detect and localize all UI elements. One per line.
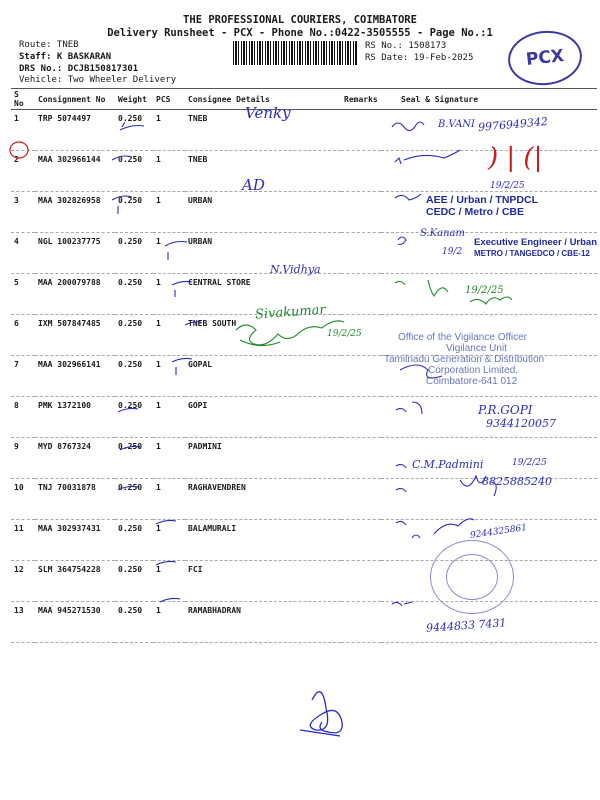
cell-pcs: 1 — [153, 356, 185, 397]
tick-row-2 — [112, 156, 132, 160]
cell-weight: 0.250 — [115, 233, 153, 274]
tick-row-8 — [118, 408, 138, 412]
signature-row-3 — [395, 194, 421, 200]
runsheet-title: Delivery Runsheet - PCX - Phone No.:0422-3505555 - Page No.:1 — [107, 27, 493, 39]
handwritten-sig-phone-1: 9976949342 — [477, 114, 549, 135]
cell-consignment-no: MAA 302966141 — [35, 356, 115, 397]
cell-sno: 6 — [11, 315, 35, 356]
signature-row-11 — [396, 519, 474, 538]
handwritten-consignee-6: Sivakumar — [254, 302, 327, 323]
cell-sno: 4 — [11, 233, 35, 274]
tick-row-13 — [160, 598, 180, 602]
col-pcs: PCS — [153, 89, 185, 110]
col-signature: Seal & Signature — [381, 89, 597, 110]
cell-weight: 0.250 — [115, 315, 153, 356]
cell-consignee: FCI — [185, 561, 341, 602]
tick-row-6 — [185, 322, 201, 325]
cell-sno: 5 — [11, 274, 35, 315]
col-sno: S No — [11, 89, 35, 110]
cell-sno: 7 — [11, 356, 35, 397]
handwritten-sig-phone-11: 9244325861 — [469, 523, 528, 541]
cell-consignment-no: NGL 100237775 — [35, 233, 115, 274]
cell-consignment-no: MYD 8767324 — [35, 438, 115, 479]
cell-consignment-no: TNJ 70031878 — [35, 479, 115, 520]
cell-pcs: 1 — [153, 438, 185, 479]
signature-row-1 — [392, 122, 424, 131]
cell-pcs: 1 — [153, 110, 185, 151]
cell-pcs: 1 — [153, 561, 185, 602]
cell-weight: 0.250 — [115, 561, 153, 602]
cell-sno: 8 — [11, 397, 35, 438]
cell-weight: 0.250 — [115, 151, 153, 192]
cell-pcs: 1 — [153, 192, 185, 233]
cell-pcs: 1 — [153, 315, 185, 356]
cell-pcs: 1 — [153, 479, 185, 520]
cell-weight: 0.250 — [115, 520, 153, 561]
signature-row-8 — [396, 402, 422, 414]
cell-weight: 0.250 — [115, 356, 153, 397]
cell-consignment-no: IXM 507847485 — [35, 315, 115, 356]
tick-row-11 — [156, 520, 176, 524]
green-signature-csc — [470, 297, 512, 304]
cell-consignee: RAGHAVENDREN — [185, 479, 341, 520]
tick-row-10 — [118, 486, 138, 490]
cell-sno: 13 — [11, 602, 35, 643]
handwritten-consignee-1: Venky — [245, 104, 291, 122]
cell-sno: 11 — [11, 520, 35, 561]
rs-number: RS No.: 1508173 — [365, 41, 447, 51]
handwritten-sig-phone-9: 8825885240 — [482, 475, 552, 488]
vehicle: Vehicle: Two Wheeler Delivery — [19, 75, 177, 85]
handwritten-date-6: 19/2/25 — [327, 329, 362, 339]
cell-pcs: 1 — [153, 520, 185, 561]
cell-pcs: 1 — [153, 233, 185, 274]
cell-weight: 0.250 — [115, 110, 153, 151]
cell-sno: 1 — [11, 110, 35, 151]
col-remarks: Remarks — [341, 89, 381, 110]
cell-consignee: GOPI — [185, 397, 341, 438]
cell-consignee: PADMINI — [185, 438, 341, 479]
handwritten-date-4: 19/2 — [442, 247, 463, 257]
col-consignment: Consignment No — [35, 89, 115, 110]
route: Route: TNEB — [19, 40, 79, 50]
cell-consignment-no: MAA 200079788 — [35, 274, 115, 315]
cell-consignee: GOPAL — [185, 356, 341, 397]
vigilance-stamp: Office of the Vigilance Officer Vigilance Unit Tamilnadu Generation & Distribution Corporation Limited, Coimbatore-641 012 — [384, 332, 545, 387]
handwritten-sig-name-8: P.R.GOPI — [478, 403, 533, 417]
bottom-signature — [300, 692, 342, 736]
cell-consignment-no: MAA 945271530 — [35, 602, 115, 643]
cell-consignment-no: MAA 302826958 — [35, 192, 115, 233]
cell-sno: 10 — [11, 479, 35, 520]
cell-consignee: BALAMURALI — [185, 520, 341, 561]
executive-engineer-stamp: Executive Engineer / Urban METRO / TANGEDCO / CBE-12 — [474, 237, 598, 258]
cell-consignee: TNEB — [185, 151, 341, 192]
signature-row-13 — [392, 602, 412, 606]
col-weight: Weight — [115, 89, 153, 110]
cell-weight: 0.250 — [115, 397, 153, 438]
cell-pcs: 1 — [153, 397, 185, 438]
signature-row-9 — [396, 464, 406, 468]
cell-consignment-no: TRP 5074497 — [35, 110, 115, 151]
cell-consignee: TNEB — [185, 110, 341, 151]
cell-weight: 0.250 — [115, 479, 153, 520]
staff: Staff: K BASKARAN — [19, 52, 112, 62]
cell-weight: 0.250 — [115, 438, 153, 479]
signature-row-10 — [396, 476, 496, 496]
tick-row-12 — [156, 561, 176, 565]
handwritten-consignee-5: N.Vidhya — [270, 263, 321, 276]
aee-urban-stamp: AEE / Urban / TNPDCL CEDC / Metro / CBE — [426, 194, 539, 218]
drs-number: DRS No.: DCJB150817301 — [19, 64, 139, 74]
tick-row-4 — [165, 242, 187, 261]
cell-consignee: CENTRAL STORE — [185, 274, 341, 315]
tick-row-9 — [120, 446, 140, 450]
cell-weight: 0.250 — [115, 602, 153, 643]
cell-sno: 2 — [11, 151, 35, 192]
cell-weight: 0.250 — [115, 192, 153, 233]
cell-sno: 3 — [11, 192, 35, 233]
green-signature-row-6 — [236, 321, 344, 345]
pcx-stamp: PCX — [505, 27, 584, 88]
company-name: THE PROFESSIONAL COURIERS, COIMBATORE — [183, 14, 417, 26]
signature-row-7 — [400, 365, 442, 378]
cell-consignee: URBAN — [185, 192, 341, 233]
signature-row-2 — [395, 150, 460, 164]
rs-date: RS Date: 19-Feb-2025 — [365, 53, 474, 63]
cell-consignee: RAMABHADRAN — [185, 602, 341, 643]
handwritten-consignee-3: AD — [242, 176, 265, 194]
handwritten-date-5: 19/2/25 — [465, 285, 504, 296]
cell-consignment-no: MAA 302966144 — [35, 151, 115, 192]
handwritten-sig-phone-8: 9344120057 — [486, 417, 556, 430]
cell-consignee: URBAN — [185, 233, 341, 274]
cell-sno: 12 — [11, 561, 35, 602]
col-consignee: Consignee Details — [185, 89, 341, 110]
tick-row-3 — [112, 196, 132, 214]
signature-row-4 — [398, 237, 406, 245]
cell-pcs: 1 — [153, 151, 185, 192]
handwritten-sig-name-4: S.Kanam — [420, 228, 465, 239]
tick-row-7 — [172, 358, 192, 375]
cell-pcs: 1 — [153, 274, 185, 315]
tick-row-1 — [120, 122, 144, 130]
cell-pcs: 1 — [153, 602, 185, 643]
handwritten-date-9: 19/2/25 — [512, 458, 547, 468]
cell-consignment-no: SLM 364754228 — [35, 561, 115, 602]
signature-row-5 — [395, 280, 448, 296]
cell-consignment-no: MAA 302937431 — [35, 520, 115, 561]
handwritten-sig-name-9: C.M.Padmini — [412, 458, 484, 471]
handwritten-sig-name-1: B.VANI — [438, 119, 475, 130]
tick-row-5 — [172, 281, 192, 297]
cell-consignee: TNEB SOUTH — [185, 315, 341, 356]
cell-weight: 0.250 — [115, 274, 153, 315]
handwritten-sig-phone-13: 9444833 7431 — [425, 616, 507, 635]
cell-sno: 9 — [11, 438, 35, 479]
handwritten-date-3: 19/2/25 — [490, 181, 525, 191]
cell-consignment-no: PMK 1372100 — [35, 397, 115, 438]
red-tick-marks: ) | (| — [488, 143, 543, 173]
